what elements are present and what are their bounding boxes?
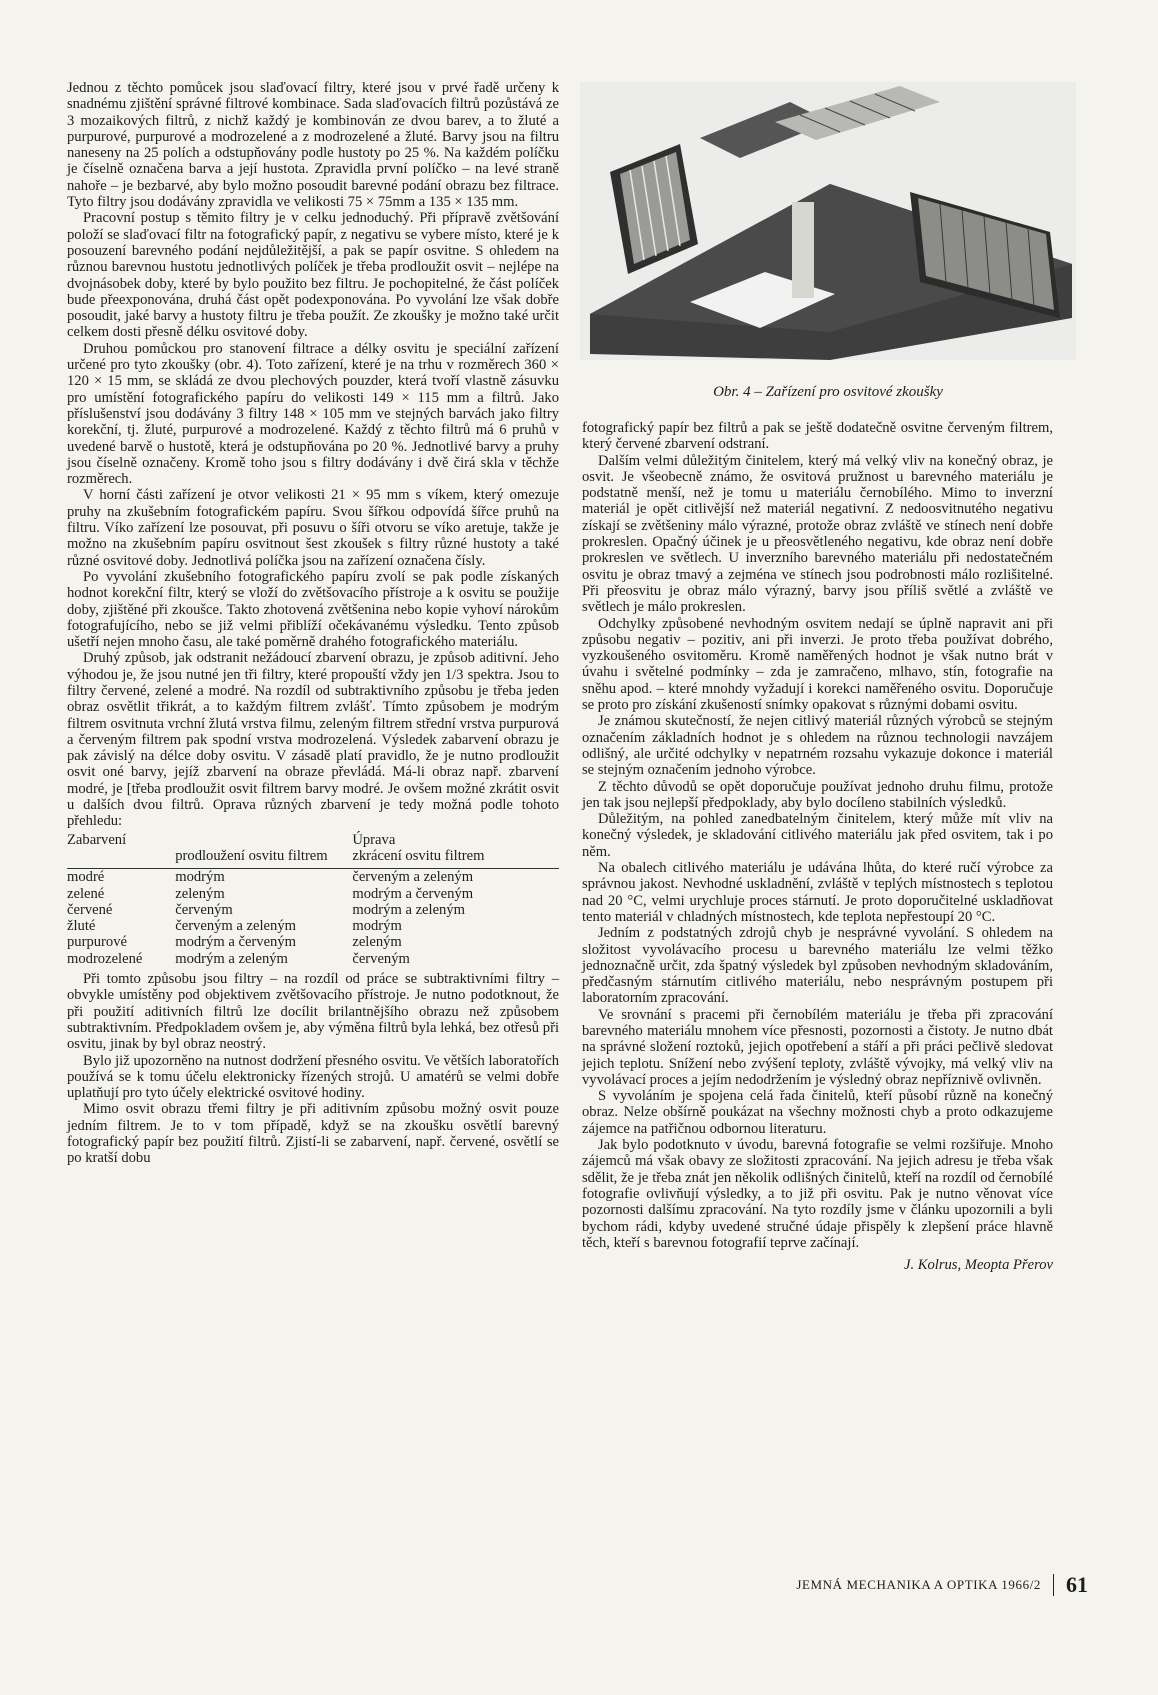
table-cell-shorten: modrým bbox=[352, 918, 402, 935]
table-cell-prolong: modrým a zeleným bbox=[175, 950, 288, 967]
table-cell-color: zelené bbox=[67, 885, 105, 902]
table-cell-prolong: červeným a zeleným bbox=[175, 918, 296, 935]
table-cell-prolong: modrým a červeným bbox=[175, 934, 296, 951]
left-article-column bbox=[67, 80, 559, 1167]
paragraph: Jednou z těchto pomůcek jsou slaďovací filtry, které jsou v prvé řadě určeny k snadnému zjištění správné filtrové kombinace. Sada slaďovacích filtrů pozůstává ze 3 mozaikových filtrů, z nichž každý je kombinován ze dvou barev, a to žluté a purpurové, purpurové a modrozelené a z modrozelené a žluté. Barvy jsou na filtru naneseny na 25 polích a odstupňovány podle hustoty po 25 %. Na každém políčku je číselně označena barva a její hustota. Zpravidla první políčko – na levé straně nahoře – je bezbarvé, aby bylo možno posoudit barevné podání obrazu bez filtrace. Tyto filtry jsou dodávány zpravidla ve velikosti 75 × 75mm a 135 × 135 mm. bbox=[67, 80, 559, 211]
paragraph: Důležitým, na pohled zanedbatelným činitelem, který může mít vliv na konečný výsledek, je skladování citlivého materiálu jak před osvitem, tak i po něm. bbox=[582, 811, 1053, 860]
paragraph: S vyvoláním je spojena celá řada činitelů, kteří působí různě na konečný obraz. Nelze obšírně poukázat na všechny možnosti chyb a proto odkazujeme zájemce na patřičnou odbornou literaturu. bbox=[582, 1088, 1053, 1137]
paragraph: Druhou pomůckou pro stanovení filtrace a délky osvitu je speciální zařízení určené pro tyto zkoušky (obr. 4). Toto zařízení, které je na trhu v rozměrech 360 × 120 × 15 mm, se skládá ze dvou plechových pouzder, která tvoří vlastně zásuvku pro umístění fotografického papíru do velikosti 149 × 115 mm a filtrů. Jako příslušenství jsou dodávány 3 filtry 148 × 105 mm ve stejných barvách jako filtry korekční, tj. žluté, purpurové a modrozelené. Každý z těchto filtrů má 6 pruhů v uvedené barvě o hustotě, která je odstupňována po 20 %. Jednotlivé barvy a pruhy jsou číselně označeny. Kromě toho jsou s filtry dodávány i dvě čirá skla v těchže rozměrech. bbox=[67, 340, 559, 488]
table-cell-color: modré bbox=[67, 869, 105, 886]
table-cell-shorten: červeným a zeleným bbox=[352, 869, 474, 886]
page-footer bbox=[796, 1572, 1088, 1598]
right-article-column bbox=[582, 420, 1053, 1273]
table-cell-prolong: červeným bbox=[175, 901, 233, 918]
table-cell-shorten: zeleným bbox=[352, 934, 402, 951]
paragraph: Ve srovnání s pracemi při černobílém materiálu je třeba při zpracování barevného materiálu mnohem více přesnosti, pozornosti a čistoty. Je nutno dbát na správné složení roztoků, jejich opotřebení a stáří a při práci pečlivě sledovat jejich teplotu. Snížení nebo zvýšení teploty, zvláště vývojky, má velký vliv na vyvolávací proces a jejím nedodržením je výsledný obraz nepříznivě ovlivněn. bbox=[582, 1006, 1053, 1088]
paragraph: Dalším velmi důležitým činitelem, který má velký vliv na konečný obraz, je osvit. Je všeobecně známo, že osvitová pružnost u barevného materiálu je podstatně menší, než je tomu u materiálu černobílého. Mimo to inverzní materiál je opět citlivější než materiál negativní. Z nedoosvitnutého negativu získají se zvětšeniny málo výrazné, protože obraz zvláště ve stínech není dobře prokreslen. Opačný účinek je u přeosvětleného negativu, kde obraz není dobře prokreslen ve světlech. U inverzního barevného materiálu při nedostatečném osvitu je obraz tmavý a zejména ve stínech jsou podrobnosti málo rozlišitelné. Při přeosvitu je obraz málo výrazný, barvy jsou příliš světlé a zvláště ve světlech je málo prokreslen. bbox=[582, 452, 1053, 616]
paragraph: Bylo již upozorněno na nutnost dodržení přesného osvitu. Ve větších laboratořích používá se k tomu účelu elektronicky řízených strojů. U amatérů se velmi dobře uplatňují pro tyto účely elektrické osvitové hodiny. bbox=[67, 1052, 559, 1102]
table-cell-color: žluté bbox=[67, 918, 96, 935]
table-cell-shorten: červeným bbox=[352, 950, 410, 967]
paragraph: Jak bylo podotknuto v úvodu, barevná fotografie se velmi rozšiřuje. Mnoho zájemců má však obavy ze složitosti zpracování. Na jejich adresu je třeba však sdělit, že je třeba znát jen několik odlišných činitelů, kteří na rozdíl od černobílé fotografie ovlivňují výsledky, a to již při osvitu. Pak je nutno věnovat více pozornosti dalšímu zpracování. Na tyto rozdíly jsme v článku upozornili a byli bychom rádi, kdyby uvedené stručné údaje přispěly k zlepšení práce hlavně těch, kteří s barevnou fotografií teprve začínají. bbox=[582, 1137, 1053, 1251]
paragraph: Mimo osvit obrazu třemi filtry je při aditivním způsobu možný osvit pouze jedním filtrem. Je to v tom případě, když se na zkoušku osvětlí barevný fotografický papír bez použití filtrů. Zjistí-li se zabarvení, např. červené, osvětlí se po kratší dobu bbox=[67, 1101, 559, 1167]
figure-photo bbox=[580, 82, 1076, 360]
table-row bbox=[67, 934, 559, 950]
paragraph: fotografický papír bez filtrů a pak se ještě dodatečně osvitne červeným filtrem, který červené zbarvení odstraní. bbox=[582, 420, 1053, 453]
paragraph: Pracovní postup s těmito filtry je v celku jednoduchý. Při přípravě zvětšování položí se slaďovací filtr na fotografický papír, z negativu se vybere místo, které je k posouzení barevného podání nejdůležitější, a pak se papír osvitne. S ohledem na různou barevnou hustotu jednotlivých políček je třeba prodloužit osvit – nejlépe na dvojnásobek doby, které by bylo použito bez filtru. Je pochopitelné, že část políček bude přeexponována, druhá část opět podexponována. Po vyvolání lze však dobře posoudit, jaké barvy a hustoty filtru je třeba použít. Ze zkoušky je možno také určit celkem dosti přesně délku osvitové doby. bbox=[67, 210, 559, 341]
journal-title: JEMNÁ MECHANIKA A OPTIKA 1966/2 bbox=[796, 1577, 1041, 1592]
table-row bbox=[67, 869, 559, 886]
author-signature: J. Kolrus, Meopta Přerov bbox=[903, 1257, 1053, 1274]
paragraph: Z těchto důvodů se opět doporučuje používat jednoho druhu filmu, protože jen tak jsou nejlepší předpoklady, aby bylo docíleno stabilních výsledků. bbox=[582, 778, 1053, 811]
paragraph: Jedním z podstatných zdrojů chyb je nesprávné vyvolání. S ohledem na složitost vyvolávacího procesu u barevného materiálu lze velmi těžko jednoznačně určit, zda špatný výsledek byl způsoben nevhodným skladováním, předčasným stárnutím citlivého materiálu, nebo nesprávným postupem při laboratorním zpracování. bbox=[582, 925, 1053, 1007]
paragraph: Druhý způsob, jak odstranit nežádoucí zbarvení obrazu, je způsob aditivní. Jeho výhodou je, že jsou nutné jen tři filtry, které propouští vždy jen 1/3 spektra. Jsou to filtry červené, zelené a modré. Na rozdíl od subtraktivního způsobu je třeba jeden obraz osvětlit třikrát, a to každým filtrem zvlášť. Tímto způsobem je modrým filtrem osvitnuta vrchní žlutá vrstva filmu, zeleným filtrem střední vrstva purpurová a červeným filtrem pak spodní vrstva modrozelená. Výsledek zabarvení obrazu je pak závislý na délce doby osvitu. V zásadě platí pravidlo, že je nutno prodloužit osvit oné barvy, jejíž zbarvení na obraze převládá. Má-li obraz např. zbarvení modré, je [třeba prodloužit osvit filtrem barvy modré. Je ovšem možné zkrátit osvit u dalších dvou filtrů. Oprava různých zbarvení je tedy možná podle tohoto přehledu: bbox=[67, 650, 559, 830]
page-number: 61 bbox=[1066, 1572, 1088, 1597]
figure-caption: Obr. 4 – Zařízení pro osvitové zkoušky bbox=[713, 384, 943, 400]
table-cell-shorten: modrým a červeným bbox=[352, 885, 474, 902]
paragraph: Při tomto způsobu jsou filtry – na rozdíl od práce se subtraktivními filtry – obvykle umístěny pod objektivem zvětšovacího přístroje. Je nutno podotknout, že při použití aditivních filtrů lze docílit brilantnějšího obrazu než způsobem subtraktivním. Předpokladem ovšem je, aby výměna filtrů byla lehká, bez otřesů při osvitu, jinak by byl obraz neostrý. bbox=[67, 971, 559, 1053]
table-row bbox=[67, 951, 559, 967]
table-row bbox=[67, 918, 559, 934]
table-cell-color: červené bbox=[67, 901, 113, 918]
table-cell-color: modrozelené bbox=[67, 950, 143, 967]
table-row bbox=[67, 886, 559, 902]
paragraph: Na obalech citlivého materiálu je udávána lhůta, do které ručí výrobce za správnou jakost. Nevhodné uskladnění, zvláště v teplých místnostech s teplotou nad 20 °C, velmi urychluje proces stárnutí. Je proto doporučitelné uskladňovat tento materiál v chladných místnostech, kde teplota nepřestoupí 20 °C. bbox=[582, 860, 1053, 925]
paragraph: Odchylky způsobené nevhodným osvitem nedají se úplně napravit ani při způsobu negativ – pozitiv, ani při inverzi. Je proto třeba používat dobrého, vyzkoušeného osvitoměru. Kromě naměřených hodnot je však nutno brát v úvahu i světelné podmínky – zda je zamračeno, mlhavo, stín, fotografie na sněhu apod. – které mnohdy vyžadují i korekci naměřeného osvitu. Doporučuje se proto pro získání zkušeností snímky opakovat s různými dobami osvitu. bbox=[582, 615, 1053, 714]
test-exposure-device-image bbox=[580, 82, 1076, 360]
table-row bbox=[67, 902, 559, 918]
table-header-prolong: prodloužení osvitu filtrem bbox=[175, 847, 328, 864]
color-correction-table bbox=[67, 832, 559, 967]
table-header-shorten: zkrácení osvitu filtrem bbox=[352, 847, 485, 864]
table-cell-prolong: modrým bbox=[175, 869, 225, 886]
table-cell-prolong: zeleným bbox=[175, 885, 225, 902]
table-cell-shorten: modrým a zeleným bbox=[352, 901, 466, 918]
paragraph: Je známou skutečností, že nejen citlivý materiál různých výrobců se stejným označením základních hodnot je s ohledem na různou technologii navzájem odlišný, ale určité odchylky v nepatrném rozsahu vykazuje dokonce i materiál se stejným označením jednoho výrobce. bbox=[582, 713, 1053, 779]
table-header-uprava: Úprava bbox=[352, 831, 396, 848]
table-cell-color: purpurové bbox=[67, 934, 127, 951]
table-header-zabarveni: Zabarvení bbox=[67, 831, 127, 848]
footer-divider bbox=[1053, 1574, 1054, 1596]
paragraph: V horní části zařízení je otvor velikosti 21 × 95 mm s víkem, který omezuje pruhy na zkušebním fotografickém papíru. Svou šířkou odpovídá šířce pruhů na filtru. Víko zařízení lze posouvat, při posuvu o šíři otvoru se víko aretuje, takže je možno na zkušebním papíru osvitnout šest zkoušek s filtry různé hustoty a také různé osvitové doby. Jednotlivá políčka jsou na zařízení označena čísly. bbox=[67, 487, 559, 569]
paragraph: Po vyvolání zkušebního fotografického papíru zvolí se pak podle získaných hodnot korekční filtr, který se vloží do zvětšovacího přístroje a k osvitu se použije doby, zjištěné při zkoušce. Takto zhotovená zvětšenina nebo kopie vyhoví nárokům fotografujícího, nebo se již velmi přiblíží očekávanému výsledku. Tento způsob ušetří nejen mnoho času, ale také poměrně drahého fotografického materiálu. bbox=[67, 568, 559, 651]
